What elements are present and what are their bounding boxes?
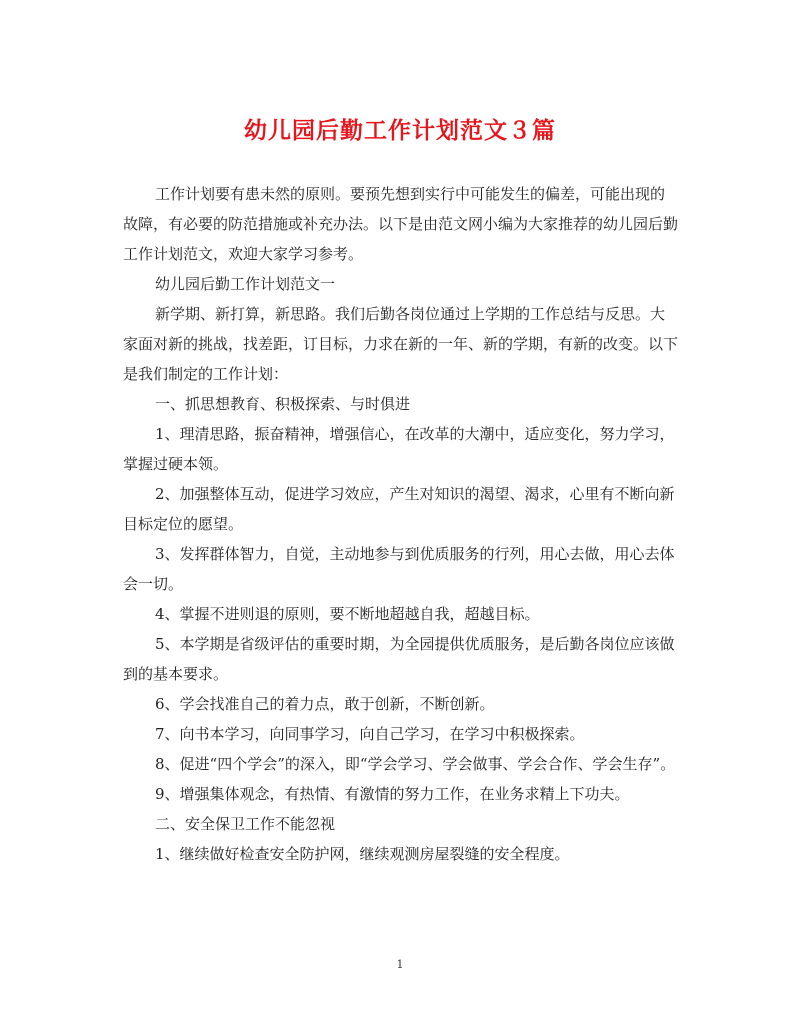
paragraph-plan-intro: 新学期、新打算，新思路。我们后勤各岗位通过上学期的工作总结与反思。大家面对新的挑战，找差距，订目标，力求在新的一年、新的学期，有新的改变。以下是我们制定的工作计划： [123, 305, 679, 383]
page-number: 1 [396, 958, 404, 971]
section-heading-ideology: 一、抓思想教育、积极探索、与时俱进 [155, 395, 411, 413]
document-body [123, 179, 678, 869]
list-item: 2、加强整体互动，促进学习效应，产生对知识的渴望、渴求，心里有不断向新目标定位的愿望。 [123, 485, 675, 533]
list-item: 5、本学期是省级评估的重要时期，为全园提供优质服务，是后勤各岗位应该做到的基本要求。 [123, 635, 675, 683]
list-item: 1、继续做好检查安全防护网，继续观测房屋裂缝的安全程度。 [155, 845, 570, 863]
list-item: 8、促进“四个学会”的深入，即“学会学习、学会做事、学会合作、学会生存”。 [155, 755, 676, 773]
list-item: 6、学会找准自己的着力点，敢于创新，不断创新。 [155, 695, 495, 713]
section-heading-plan-one: 幼儿园后勤工作计划范文一 [155, 275, 336, 293]
list-item: 9、增强集体观念，有热情、有激情的努力工作，在业务求精上下功夫。 [155, 785, 630, 803]
document-title: 幼儿园后勤工作计划范文３篇 [244, 117, 556, 144]
paragraph-intro: 工作计划要有患未然的原则。要预先想到实行中可能发生的偏差，可能出现的故障，有必要的防范措施或补充办法。以下是由范文网小编为大家推荐的幼儿园后勤工作计划范文，欢迎大家学习参考。 [123, 185, 679, 263]
section-heading-safety: 二、安全保卫工作不能忽视 [155, 815, 336, 833]
list-item: 1、理清思路，振奋精神，增强信心，在改革的大潮中，适应变化，努力学习，掌握过硬本领。 [123, 425, 675, 473]
list-item: 7、向书本学习，向同事学习，向自己学习，在学习中积极探索。 [155, 725, 585, 743]
list-item: 3、发挥群体智力，自觉，主动地参与到优质服务的行列，用心去做，用心去体会一切。 [123, 545, 675, 593]
list-item: 4、掌握不进则退的原则，要不断地超越自我，超越目标。 [155, 605, 540, 623]
